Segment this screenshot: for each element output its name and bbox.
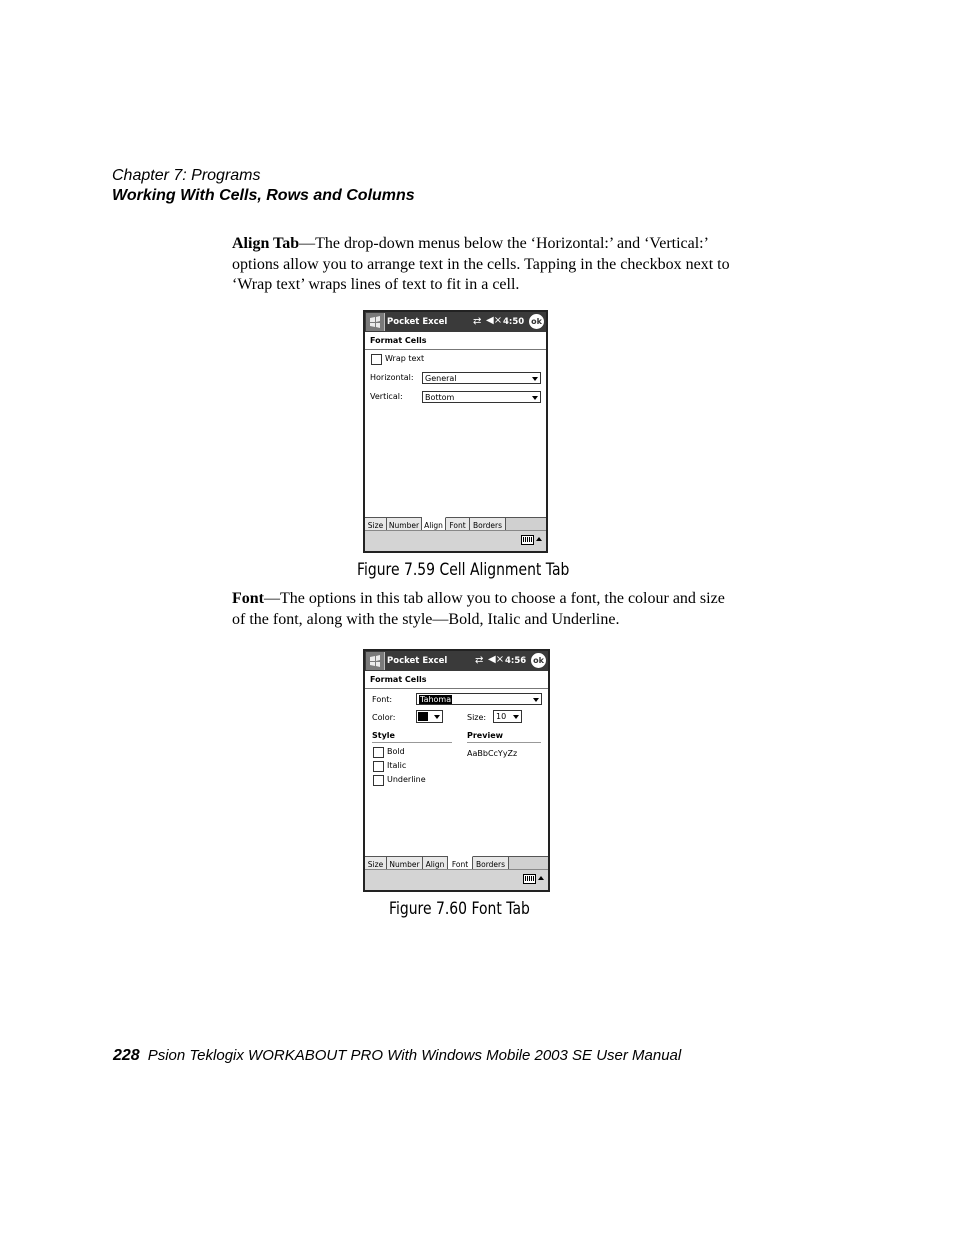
chapter-header: Chapter 7: Programs bbox=[112, 167, 261, 184]
section-header: Working With Cells, Rows and Columns bbox=[112, 187, 415, 204]
paragraph-font bbox=[232, 589, 742, 630]
format-cells-heading: Format Cells bbox=[365, 332, 546, 350]
vertical-dropdown[interactable] bbox=[422, 391, 541, 403]
size-value: 10 bbox=[496, 712, 507, 721]
tab-number[interactable]: Number bbox=[387, 518, 422, 533]
color-swatch bbox=[418, 712, 428, 721]
format-cells-heading: Format Cells bbox=[365, 671, 548, 689]
term-align-tab: Align Tab bbox=[232, 235, 300, 252]
windows-start-icon[interactable] bbox=[366, 313, 385, 331]
page-footer bbox=[113, 1047, 681, 1065]
underline-label: Underline bbox=[387, 775, 426, 784]
keyboard-icon[interactable] bbox=[521, 535, 534, 545]
term-font: Font bbox=[232, 590, 264, 607]
preview-text: AaBbCcYyZz bbox=[467, 749, 518, 758]
tab-borders[interactable]: Borders bbox=[470, 518, 506, 533]
figure-caption-7-60: Figure 7.60 Font Tab bbox=[389, 899, 530, 919]
volume-icon[interactable]: ◀× bbox=[488, 654, 505, 665]
menu-bar bbox=[365, 869, 548, 890]
size-label: Size: bbox=[467, 713, 487, 722]
color-label: Color: bbox=[372, 713, 396, 722]
tab-align[interactable]: Align bbox=[423, 857, 448, 872]
title-bar bbox=[365, 651, 548, 671]
tab-font[interactable]: Font bbox=[446, 518, 470, 533]
sync-icon[interactable]: ⇄ bbox=[473, 316, 482, 327]
tab-align[interactable]: Align bbox=[422, 517, 446, 533]
clock[interactable]: 4:56 bbox=[505, 656, 527, 666]
dropdown-arrow-icon bbox=[532, 396, 538, 400]
size-dropdown[interactable] bbox=[493, 710, 522, 723]
ok-icon[interactable]: ok bbox=[529, 314, 544, 329]
dropdown-arrow-icon bbox=[513, 715, 519, 719]
preview-heading: Preview bbox=[467, 731, 504, 740]
italic-checkbox[interactable] bbox=[373, 761, 384, 772]
paragraph-align-text: —The drop-down menus below the ‘Horizontal:’ and ‘Vertical:’ options allow you to arrange text in the cells. Tapping in the checkbox next to ‘Wrap text’ wraps lines of text to fit in a cell. bbox=[232, 235, 730, 293]
windows-start-icon[interactable] bbox=[366, 652, 385, 670]
font-value bbox=[419, 694, 452, 705]
ok-icon[interactable]: ok bbox=[531, 653, 546, 668]
vertical-label: Vertical: bbox=[370, 392, 403, 401]
italic-label: Italic bbox=[387, 761, 407, 770]
tab-size[interactable]: Size bbox=[365, 518, 387, 533]
screenshot-font-tab bbox=[363, 649, 550, 892]
style-heading: Style bbox=[372, 731, 395, 740]
clock[interactable]: 4:50 bbox=[503, 317, 525, 327]
color-picker[interactable] bbox=[416, 710, 443, 723]
bold-checkbox[interactable] bbox=[373, 747, 384, 758]
up-arrow-icon[interactable] bbox=[536, 537, 542, 541]
horizontal-label: Horizontal: bbox=[370, 373, 414, 382]
keyboard-icon[interactable] bbox=[523, 874, 536, 884]
style-divider bbox=[372, 742, 452, 743]
horizontal-dropdown[interactable] bbox=[422, 372, 541, 384]
preview-divider bbox=[467, 742, 541, 743]
paragraph-font-text: —The options in this tab allow you to choose a font, the colour and size of the font, along with the style—Bold, Italic and Underline. bbox=[232, 590, 725, 628]
font-value-selected: Tahoma bbox=[420, 695, 452, 704]
app-title: Pocket Excel bbox=[387, 317, 448, 327]
font-label: Font: bbox=[372, 695, 393, 704]
wrap-text-checkbox[interactable] bbox=[371, 354, 382, 365]
tab-borders[interactable]: Borders bbox=[473, 857, 509, 872]
figure-caption-7-59: Figure 7.59 Cell Alignment Tab bbox=[357, 560, 570, 580]
dropdown-arrow-icon bbox=[532, 377, 538, 381]
tab-number[interactable]: Number bbox=[387, 857, 423, 872]
tab-size[interactable]: Size bbox=[365, 857, 387, 872]
page-number: 228 bbox=[113, 1047, 140, 1064]
vertical-value: Bottom bbox=[425, 393, 455, 402]
title-bar bbox=[365, 312, 546, 332]
manual-title: Psion Teklogix WORKABOUT PRO With Windows Mobile 2003 SE User Manual bbox=[147, 1047, 682, 1064]
dropdown-arrow-icon bbox=[434, 715, 440, 719]
screenshot-align-tab bbox=[363, 310, 548, 553]
sync-icon[interactable]: ⇄ bbox=[475, 655, 484, 666]
tab-font[interactable]: Font bbox=[448, 856, 473, 872]
wrap-text-label: Wrap text bbox=[385, 354, 425, 363]
bold-label: Bold bbox=[387, 747, 405, 756]
paragraph-align bbox=[232, 234, 742, 296]
horizontal-value: General bbox=[425, 374, 457, 383]
up-arrow-icon[interactable] bbox=[538, 876, 544, 880]
font-dropdown[interactable] bbox=[416, 693, 542, 705]
dropdown-arrow-icon bbox=[533, 698, 539, 702]
volume-icon[interactable]: ◀× bbox=[486, 315, 503, 326]
underline-checkbox[interactable] bbox=[373, 775, 384, 786]
menu-bar bbox=[365, 530, 546, 551]
app-title: Pocket Excel bbox=[387, 656, 448, 666]
